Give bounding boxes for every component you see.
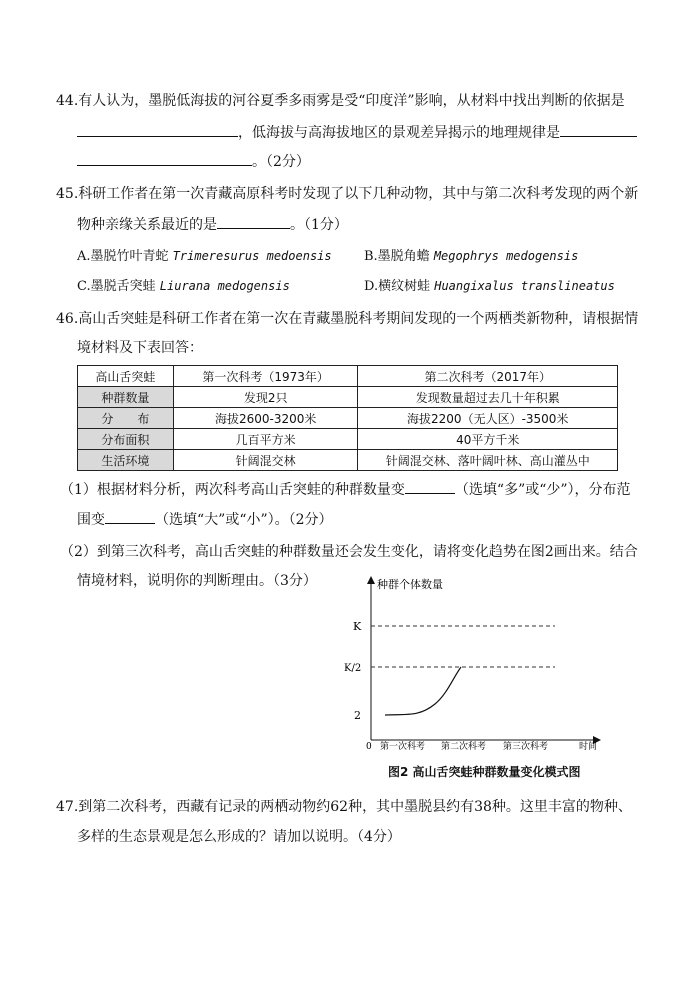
table-row-label: 分布面积 [78, 429, 174, 450]
q46-sub1-text-c: 围变 [77, 512, 105, 528]
chart-tick-k-half: K/2 [344, 663, 362, 674]
q44-blank-2[interactable] [560, 122, 637, 137]
table-cell: 针阔混交林、落叶阔叶林、高山灌丛中 [358, 450, 618, 471]
chart-origin: 0 [366, 742, 372, 752]
q44-line2 [77, 122, 637, 143]
q46-sub2-line1: （2）到第三次科考，高山舌突蛙的种群数量还会发生变化，请将变化趋势在图2画出来。结合 [60, 544, 638, 560]
q45-option-a-label: A.墨脱竹叶青蛇 [77, 249, 169, 264]
q44-blank-3[interactable] [77, 151, 252, 166]
chart-ylabel: 种群个体数量 [377, 578, 443, 591]
q46-sub1-text-b: （选填“多”或“少”），分布范 [454, 482, 631, 498]
species-table [77, 365, 618, 471]
table-header-cell: 第一次科考（1973年） [173, 366, 358, 387]
q46-sub1-text-a: （1）根据材料分析，两次科考高山舌突蛙的种群数量变 [60, 482, 405, 498]
q45-option-c[interactable] [77, 276, 290, 297]
table-header-row [78, 366, 618, 387]
q46-line2: 境材料及下表回答： [77, 340, 203, 356]
table-cell: 针阔混交林 [173, 450, 358, 471]
chart-x-tick: 第三次科考 [503, 742, 549, 752]
q46-line1: 46.高山舌突蛙是科研工作者在第一次在青藏墨脱科考期间发现的一个两栖类新物种，请根据情 [56, 311, 639, 327]
table-header-cell: 第二次科考（2017年） [358, 366, 618, 387]
q45-option-d-latin: Huangixalus translineatus [434, 279, 615, 293]
q46-sub1-text-d: （选填“大”或“小”）。（2分） [155, 512, 333, 528]
q45-blank[interactable] [217, 214, 290, 229]
table-row-label: 生活环境 [78, 450, 174, 471]
q45-option-b-latin: Megophrys medogensis [433, 249, 579, 263]
q45-line2-pre: 物种亲缘关系最近的是 [77, 217, 217, 233]
q45-option-b[interactable] [364, 246, 578, 267]
q46-sub2-line2: 情境材料，说明你的判断理由。（3分） [77, 573, 317, 589]
table-cell: 海拔2200（无人区）-3500米 [358, 408, 618, 429]
chart-x-tick: 第二次科考 [441, 742, 487, 752]
q44-line2-text: ，低海拔与高海拔地区的景观差异揭示的地理规律是 [238, 125, 560, 141]
table-cell: 海拔2600-3200米 [173, 408, 358, 429]
table-row [78, 429, 618, 450]
table-cell: 40平方千米 [358, 429, 618, 450]
q47-line2: 多样的生态景观是怎么形成的？请加以说明。（4分） [77, 829, 401, 845]
table-cell: 发现数量超过去几十年积累 [358, 387, 618, 408]
q47-line1: 47.到第二次科考，西藏有记录的两栖动物约62种，其中墨脱县约有38种。这里丰富的物种、 [56, 799, 632, 815]
chart-tick-two: 2 [354, 709, 361, 722]
table-cell: 发现2只 [173, 387, 358, 408]
chart-x-tick: 第一次科考 [380, 742, 426, 752]
q44-line1: 44.有人认为，墨脱低海拔的河谷夏季多雨雾是受“印度洋”影响，从材料中找出判断的依据是 [56, 93, 625, 109]
q46-sub1-blank-2[interactable] [105, 509, 155, 524]
q46-sub1-line1 [60, 479, 631, 500]
q45-line2-post: 。（1分） [290, 217, 348, 233]
q45-option-a-latin: Trimeresurus medoensis [172, 249, 332, 263]
chart-tick-k: K [353, 620, 362, 633]
q46-sub1-line2 [77, 509, 333, 530]
q45-line1: 45.科研工作者在第一次青藏高原科考时发现了以下几种动物，其中与第二次科考发现的两个新 [56, 186, 639, 202]
q45-option-d-label: D.横纹树蛙 [364, 279, 431, 294]
q45-option-d[interactable] [364, 276, 615, 297]
table-cell: 几百平方米 [173, 429, 358, 450]
chart-population-curve [385, 667, 461, 715]
table-row-label: 种群数量 [78, 387, 174, 408]
q45-option-c-latin: Liurana medogensis [159, 279, 290, 293]
q45-option-b-label: B.墨脱角蟾 [364, 249, 430, 264]
q44-line3 [77, 151, 310, 172]
population-chart[interactable] [337, 572, 607, 762]
q45-option-c-label: C.墨脱舌突蛙 [77, 279, 156, 294]
chart-caption: 图2 高山舌突蛙种群数量变化模式图 [388, 765, 581, 779]
chart-xlabel: 时间 [579, 742, 598, 752]
q45-option-a[interactable] [77, 246, 332, 267]
table-row [78, 387, 618, 408]
q44-blank-1[interactable] [77, 122, 238, 137]
table-row [78, 450, 618, 471]
table-header-cell: 高山舌突蛙 [78, 366, 174, 387]
q44-line3-text: 。（2分） [252, 154, 310, 170]
q45-line2 [77, 214, 348, 235]
table-row-label: 分 布 [78, 408, 174, 429]
q46-sub1-blank-1[interactable] [405, 479, 455, 494]
table-row [78, 408, 618, 429]
